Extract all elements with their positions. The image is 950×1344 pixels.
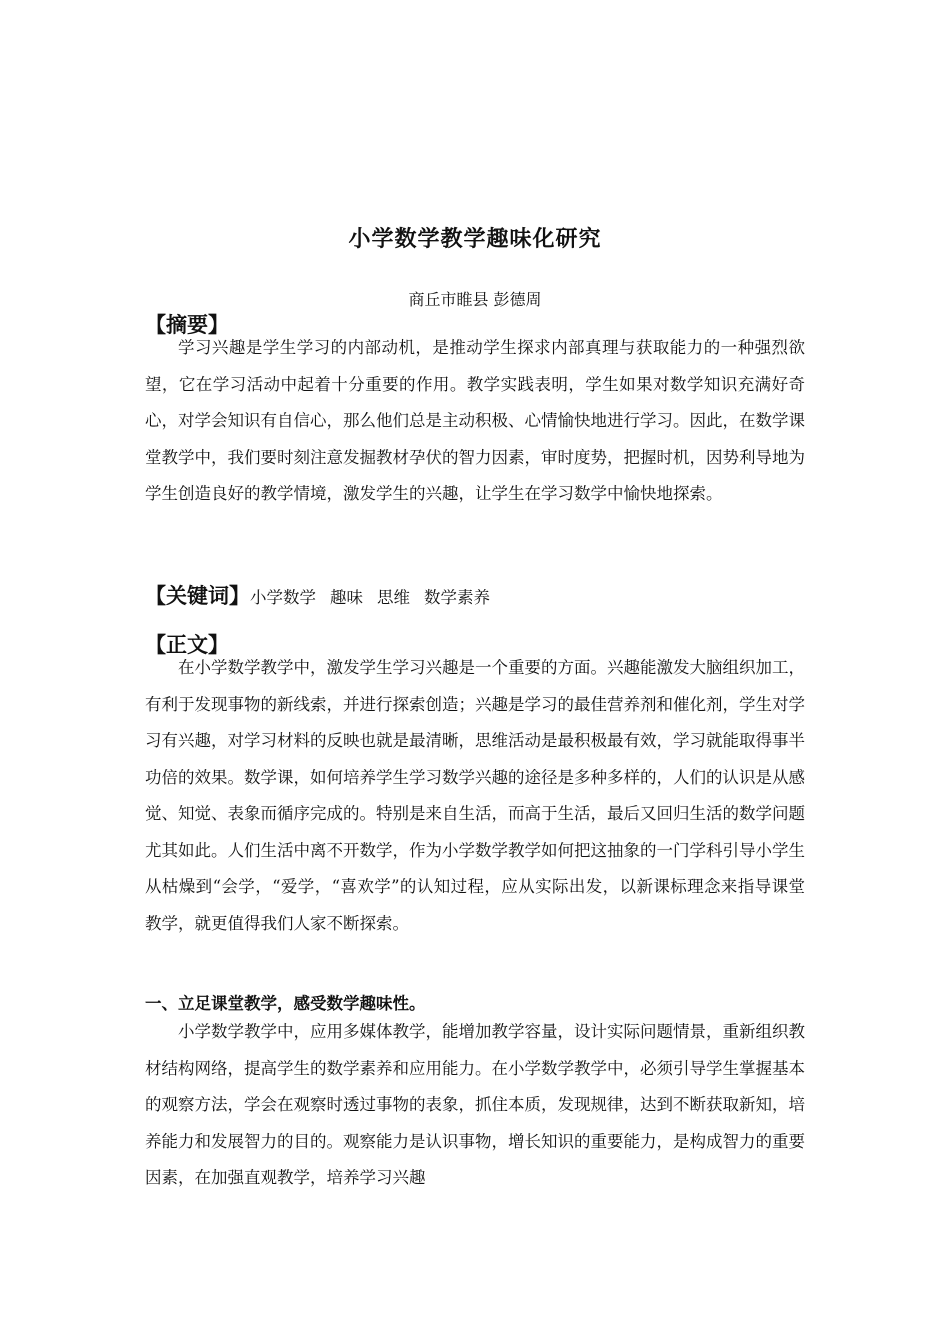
keyword-item: 数学素养 xyxy=(424,588,490,607)
keywords-list xyxy=(250,588,504,607)
body-intro-text: 在小学数学教学中，激发学生学习兴趣是一个重要的方面。兴趣能激发大脑组织加工，有利于发现事物的新线索，并进行探索创造；兴趣是学习的最佳营养剂和催化剂，学生对学习有兴趣，对学习材料的反映也就是最清晰，思维活动是最积极最有效，学习就能取得事半功倍的效果。数学课，如何培养学生学习数学兴趣的途径是多种多样的，人们的认识是从感觉、知觉、表象而循序完成的。特别是来自生活，而高于生活，最后又回归生活的数学问题尤其如此。人们生活中离不开数学，作为小学数学教学如何把这抽象的一门学科引导小学生从枯燥到“会学，“爱学，“喜欢学”的认知过程，应从实际出发，以新课标理念来指导课堂教学，就更值得我们人家不断探索。 xyxy=(145,658,805,933)
body-heading: 【正文】 xyxy=(145,633,229,657)
section1-heading: 一、立足课堂教学，感受数学趣味性。 xyxy=(145,994,426,1013)
keywords-heading: 【关键词】 xyxy=(145,584,250,608)
section1-text: 小学数学教学中，应用多媒体教学，能增加教学容量，设计实际问题情景，重新组织教材结构网络，提高学生的数学素养和应用能力。在小学数学教学中，必须引导学生掌握基本的观察方法，学会在观察时透过事物的表象，抓住本质，发现规律，达到不断获取新知，培养能力和发展智力的目的。观察能力是认识事物，增长知识的重要能力，是构成智力的重要因素，在加强直观教学，培养学习兴趣 xyxy=(145,1022,805,1187)
keywords-line xyxy=(145,580,504,610)
document-author: 商丘市睢县 彭德周 xyxy=(408,290,542,309)
abstract-text: 学习兴趣是学生学习的内部动机，是推动学生探求内部真理与获取能力的一种强烈欲望，它在学习活动中起着十分重要的作用。教学实践表明，学生如果对数学知识充满好奇心，对学会知识有自信心，那么他们总是主动积极、心情愉快地进行学习。因此，在数学课堂教学中，我们要时刻注意发掘教材孕伏的智力因素，审时度势，把握时机，因势利导地为学生创造良好的教学情境，激发学生的兴趣，让学生在学习数学中愉快地探索。 xyxy=(145,338,805,503)
keyword-item: 思维 xyxy=(377,588,410,607)
document-title: 小学数学教学趣味化研究 xyxy=(348,227,602,252)
keyword-item: 小学数学 xyxy=(250,588,316,607)
keyword-item: 趣味 xyxy=(330,588,363,607)
abstract-heading: 【摘要】 xyxy=(145,313,229,337)
